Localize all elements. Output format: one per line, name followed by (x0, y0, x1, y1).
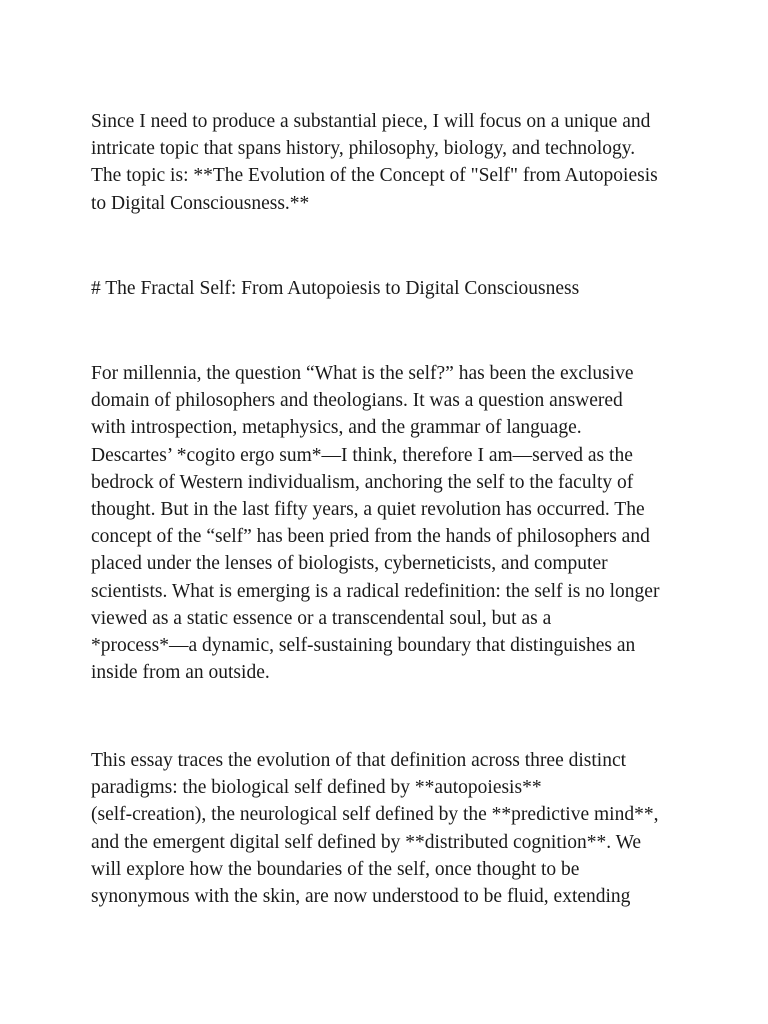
paragraph-line: synonymous with the skin, are now understood to be fluid, extending (91, 886, 631, 908)
intro-line: Since I need to produce a substantial piece, I will focus on a unique and (91, 111, 651, 132)
paragraph-line: and the emergent digital self defined by **distributed cognition**. We (91, 831, 642, 853)
body-paragraph-1 (91, 360, 691, 686)
paragraph-line: *process*—a dynamic, self-sustaining boundary that distinguishes an (91, 635, 636, 657)
essay-heading-text: # The Fractal Self: From Autopoiesis to Digital Consciousness (91, 278, 580, 299)
paragraph-line: inside from an outside. (91, 662, 270, 684)
intro-line: The topic is: **The Evolution of the Concept of "Self" from Autopoiesis (91, 165, 658, 187)
intro-paragraph (91, 108, 691, 217)
paragraph-line: thought. But in the last fifty years, a quiet revolution has occurred. The (91, 499, 645, 521)
paragraph-line: Descartes’ *cogito ergo sum*—I think, therefore I am—served as the (91, 444, 633, 466)
paragraph-line: scientists. What is emerging is a radical redefinition: the self is no longer (91, 580, 660, 602)
paragraph-line: concept of the “self” has been pried from the hands of philosophers and (91, 526, 650, 548)
paragraph-line: (self-creation), the neurological self defined by the **predictive mind**, (91, 804, 659, 826)
essay-heading (91, 275, 691, 302)
paragraph-line: with introspection, metaphysics, and the grammar of language. (91, 417, 582, 439)
paragraph-line: For millennia, the question “What is the self?” has been the exclusive (91, 363, 634, 384)
paragraph-line: will explore how the boundaries of the self, once thought to be (91, 858, 580, 880)
intro-line: intricate topic that spans history, philosophy, biology, and technology. (91, 138, 636, 160)
paragraph-line: This essay traces the evolution of that definition across three distinct (91, 750, 627, 771)
paragraph-line: paradigms: the biological self defined by **autopoiesis** (91, 777, 542, 799)
paragraph-line: bedrock of Western individualism, anchoring the self to the faculty of (91, 471, 634, 493)
paragraph-line: placed under the lenses of biologists, cyberneticists, and computer (91, 553, 608, 575)
body-paragraph-2 (91, 747, 691, 910)
intro-line: to Digital Consciousness.** (91, 192, 310, 214)
paragraph-line: domain of philosophers and theologians. It was a question answered (91, 390, 623, 412)
paragraph-line: viewed as a static essence or a transcendental soul, but as a (91, 607, 552, 629)
